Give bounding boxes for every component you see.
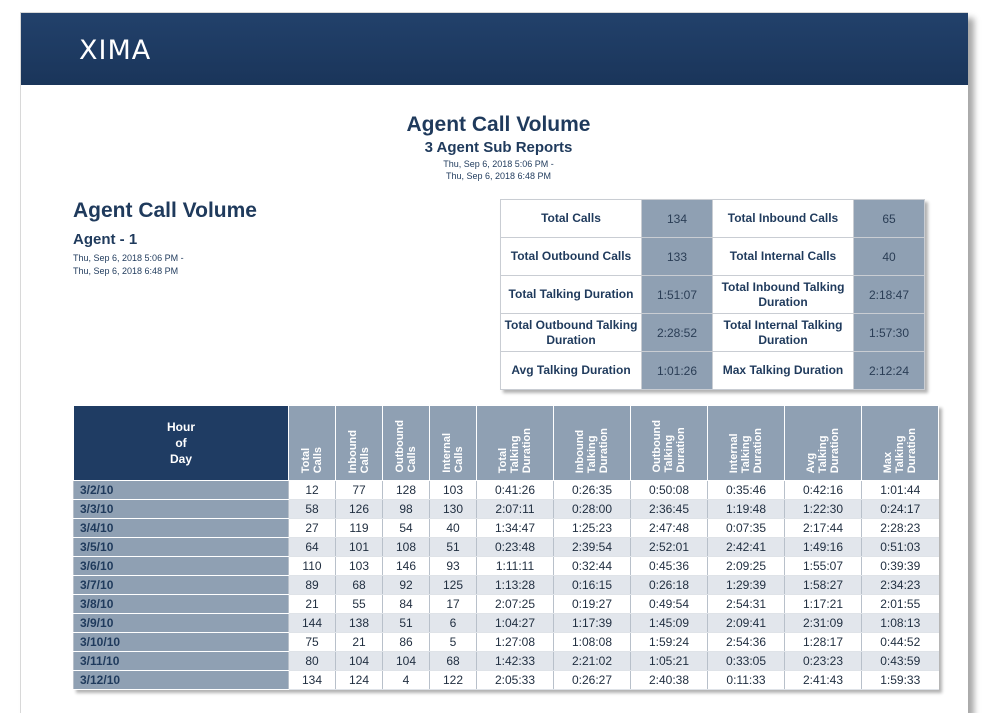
table-cell: 126	[336, 500, 383, 519]
table-cell: 2:21:02	[554, 652, 631, 671]
column-header	[631, 406, 708, 481]
table-row	[74, 557, 939, 576]
summary-row	[501, 352, 925, 390]
table-cell: 0:45:36	[631, 557, 708, 576]
table-cell: 103	[430, 481, 477, 500]
table-cell: 2:36:45	[631, 500, 708, 519]
agent-date-to: Thu, Sep 6, 2018 6:48 PM	[73, 266, 179, 276]
table-cell: 1:13:28	[477, 576, 554, 595]
table-cell: 128	[383, 481, 430, 500]
table-cell: 5	[430, 633, 477, 652]
table-cell: 1:25:23	[554, 519, 631, 538]
table-cell: 2:54:36	[708, 633, 785, 652]
summary-value: 134	[642, 200, 713, 238]
column-header-label: Inbound Calls	[347, 429, 371, 473]
table-cell: 0:51:03	[862, 538, 939, 557]
table-cell: 108	[383, 538, 430, 557]
summary-row	[501, 200, 925, 238]
table-cell: 21	[336, 633, 383, 652]
table-cell: 51	[383, 614, 430, 633]
table-cell: 92	[383, 576, 430, 595]
table-cell: 12	[289, 481, 336, 500]
table-cell: 2:54:31	[708, 595, 785, 614]
table-cell: 27	[289, 519, 336, 538]
column-header-label: Inbound Talking Duration	[574, 427, 610, 473]
table-cell: 0:28:00	[554, 500, 631, 519]
table-cell: 2:01:55	[862, 595, 939, 614]
hourly-table	[73, 405, 939, 690]
summary-value: 2:12:24	[854, 352, 925, 390]
table-cell: 0:50:08	[631, 481, 708, 500]
summary-label: Total Inbound Calls	[713, 200, 854, 238]
table-cell: 0:26:27	[554, 671, 631, 690]
summary-row	[501, 276, 925, 314]
table-cell: 104	[336, 652, 383, 671]
table-cell: 98	[383, 500, 430, 519]
table-cell: 0:26:35	[554, 481, 631, 500]
table-cell: 0:16:15	[554, 576, 631, 595]
table-cell: 0:24:17	[862, 500, 939, 519]
table-cell: 1:11:11	[477, 557, 554, 576]
report-page	[20, 12, 968, 713]
table-cell: 0:44:52	[862, 633, 939, 652]
table-cell: 2:07:25	[477, 595, 554, 614]
table-row	[74, 671, 939, 690]
table-cell: 0:35:46	[708, 481, 785, 500]
table-cell: 17	[430, 595, 477, 614]
table-cell: 1:08:08	[554, 633, 631, 652]
table-cell: 101	[336, 538, 383, 557]
column-header	[785, 406, 862, 481]
table-cell: 1:19:48	[708, 500, 785, 519]
report-title: Agent Call Volume	[406, 113, 591, 136]
column-header	[383, 406, 430, 481]
column-header-label: Internal Calls	[441, 433, 465, 473]
table-cell: 1:58:27	[785, 576, 862, 595]
table-cell: 55	[336, 595, 383, 614]
hour-header-line: Day	[169, 452, 192, 466]
agent-name: Agent - 1	[73, 231, 138, 248]
table-cell: 103	[336, 557, 383, 576]
table-cell: 130	[430, 500, 477, 519]
row-day-label: 3/5/10	[74, 538, 289, 557]
column-header-label: Outbound Calls	[394, 420, 418, 473]
table-cell: 1:28:17	[785, 633, 862, 652]
summary-row	[501, 314, 925, 352]
table-cell: 84	[383, 595, 430, 614]
table-cell: 2:40:38	[631, 671, 708, 690]
agent-section-title: Agent Call Volume	[73, 199, 257, 222]
xima-logo: XIMA	[79, 35, 152, 66]
table-cell: 0:26:18	[631, 576, 708, 595]
column-header-label: Total Calls	[300, 446, 324, 473]
table-cell: 125	[430, 576, 477, 595]
table-cell: 1:22:30	[785, 500, 862, 519]
report-date-from: Thu, Sep 6, 2018 5:06 PM -	[443, 159, 554, 169]
summary-label: Total Talking Duration	[501, 276, 642, 314]
table-cell: 1:17:21	[785, 595, 862, 614]
table-cell: 0:41:26	[477, 481, 554, 500]
table-cell: 0:11:33	[708, 671, 785, 690]
hour-header-line: Hour	[167, 420, 195, 434]
summary-label: Total Inbound Talking Duration	[713, 276, 854, 314]
table-cell: 1:01:44	[862, 481, 939, 500]
summary-row	[501, 238, 925, 276]
table-cell: 58	[289, 500, 336, 519]
table-cell: 104	[383, 652, 430, 671]
column-header-label: Total Talking Duration	[497, 427, 533, 473]
table-cell: 2:42:41	[708, 538, 785, 557]
row-day-label: 3/9/10	[74, 614, 289, 633]
table-row	[74, 595, 939, 614]
summary-value: 1:57:30	[854, 314, 925, 352]
summary-label: Max Talking Duration	[713, 352, 854, 390]
table-cell: 54	[383, 519, 430, 538]
summary-value: 1:01:26	[642, 352, 713, 390]
report-subtitle: 3 Agent Sub Reports	[424, 139, 573, 156]
summary-table	[500, 199, 925, 390]
row-day-label: 3/12/10	[74, 671, 289, 690]
table-cell: 0:42:16	[785, 481, 862, 500]
row-day-label: 3/8/10	[74, 595, 289, 614]
summary-label: Total Outbound Talking Duration	[501, 314, 642, 352]
row-day-label: 3/6/10	[74, 557, 289, 576]
column-header	[708, 406, 785, 481]
table-cell: 68	[430, 652, 477, 671]
column-header-label: Avg Talking Duration	[805, 427, 841, 473]
table-cell: 138	[336, 614, 383, 633]
table-cell: 2:07:11	[477, 500, 554, 519]
table-cell: 134	[289, 671, 336, 690]
report-header	[21, 13, 968, 85]
table-cell: 1:17:39	[554, 614, 631, 633]
summary-label: Total Internal Talking Duration	[713, 314, 854, 352]
table-cell: 2:34:23	[862, 576, 939, 595]
report-title-block	[21, 113, 976, 182]
table-cell: 1:34:47	[477, 519, 554, 538]
table-cell: 144	[289, 614, 336, 633]
summary-value: 2:18:47	[854, 276, 925, 314]
summary-label: Total Calls	[501, 200, 642, 238]
table-cell: 2:39:54	[554, 538, 631, 557]
table-cell: 1:55:07	[785, 557, 862, 576]
column-header	[862, 406, 939, 481]
row-day-label: 3/3/10	[74, 500, 289, 519]
summary-value: 2:28:52	[642, 314, 713, 352]
table-row	[74, 538, 939, 557]
table-cell: 80	[289, 652, 336, 671]
column-header	[477, 406, 554, 481]
table-cell: 0:23:48	[477, 538, 554, 557]
table-row	[74, 652, 939, 671]
table-row	[74, 500, 939, 519]
table-cell: 2:28:23	[862, 519, 939, 538]
agent-date-from: Thu, Sep 6, 2018 5:06 PM -	[73, 253, 184, 263]
table-cell: 77	[336, 481, 383, 500]
column-header	[336, 406, 383, 481]
table-cell: 0:43:59	[862, 652, 939, 671]
report-date-to: Thu, Sep 6, 2018 6:48 PM	[445, 171, 552, 181]
table-cell: 51	[430, 538, 477, 557]
summary-value: 65	[854, 200, 925, 238]
table-cell: 1:49:16	[785, 538, 862, 557]
row-day-label: 3/2/10	[74, 481, 289, 500]
table-cell: 21	[289, 595, 336, 614]
table-cell: 40	[430, 519, 477, 538]
table-cell: 1:59:24	[631, 633, 708, 652]
row-day-label: 3/10/10	[74, 633, 289, 652]
column-header	[554, 406, 631, 481]
table-cell: 2:31:09	[785, 614, 862, 633]
column-header-label: Internal Talking Duration	[728, 427, 764, 473]
table-cell: 93	[430, 557, 477, 576]
table-cell: 1:05:21	[631, 652, 708, 671]
table-cell: 124	[336, 671, 383, 690]
table-cell: 0:23:23	[785, 652, 862, 671]
table-cell: 2:52:01	[631, 538, 708, 557]
table-cell: 4	[383, 671, 430, 690]
summary-label: Avg Talking Duration	[501, 352, 642, 390]
table-cell: 1:29:39	[708, 576, 785, 595]
table-cell: 1:42:33	[477, 652, 554, 671]
table-row	[74, 576, 939, 595]
summary-value: 1:51:07	[642, 276, 713, 314]
column-header	[289, 406, 336, 481]
table-cell: 2:09:41	[708, 614, 785, 633]
table-cell: 146	[383, 557, 430, 576]
table-cell: 68	[336, 576, 383, 595]
row-day-label: 3/4/10	[74, 519, 289, 538]
table-cell: 122	[430, 671, 477, 690]
table-cell: 1:04:27	[477, 614, 554, 633]
table-cell: 75	[289, 633, 336, 652]
table-cell: 89	[289, 576, 336, 595]
table-cell: 1:45:09	[631, 614, 708, 633]
summary-label: Total Internal Calls	[713, 238, 854, 276]
table-cell: 119	[336, 519, 383, 538]
table-cell: 2:47:48	[631, 519, 708, 538]
table-row	[74, 614, 939, 633]
row-day-label: 3/11/10	[74, 652, 289, 671]
table-cell: 0:33:05	[708, 652, 785, 671]
table-row	[74, 633, 939, 652]
agent-date-range	[73, 252, 257, 278]
agent-block	[73, 199, 257, 278]
table-cell: 110	[289, 557, 336, 576]
column-header	[430, 406, 477, 481]
table-cell: 0:39:39	[862, 557, 939, 576]
summary-value: 40	[854, 238, 925, 276]
hour-header-line: of	[175, 436, 187, 450]
table-cell: 0:19:27	[554, 595, 631, 614]
table-cell: 2:05:33	[477, 671, 554, 690]
table-cell: 2:17:44	[785, 519, 862, 538]
summary-value: 133	[642, 238, 713, 276]
table-cell: 86	[383, 633, 430, 652]
table-row	[74, 519, 939, 538]
table-cell: 0:32:44	[554, 557, 631, 576]
table-cell: 64	[289, 538, 336, 557]
table-cell: 1:08:13	[862, 614, 939, 633]
column-header-label: Max Talking Duration	[882, 427, 918, 473]
hour-of-day-header	[74, 406, 289, 481]
row-day-label: 3/7/10	[74, 576, 289, 595]
table-row	[74, 481, 939, 500]
table-cell: 2:41:43	[785, 671, 862, 690]
summary-label: Total Outbound Calls	[501, 238, 642, 276]
report-date-range	[21, 158, 976, 182]
table-cell: 1:59:33	[862, 671, 939, 690]
table-cell: 0:49:54	[631, 595, 708, 614]
table-cell: 6	[430, 614, 477, 633]
table-cell: 1:27:08	[477, 633, 554, 652]
table-cell: 2:09:25	[708, 557, 785, 576]
table-cell: 0:07:35	[708, 519, 785, 538]
column-header-label: Outbound Talking Duration	[651, 420, 687, 473]
